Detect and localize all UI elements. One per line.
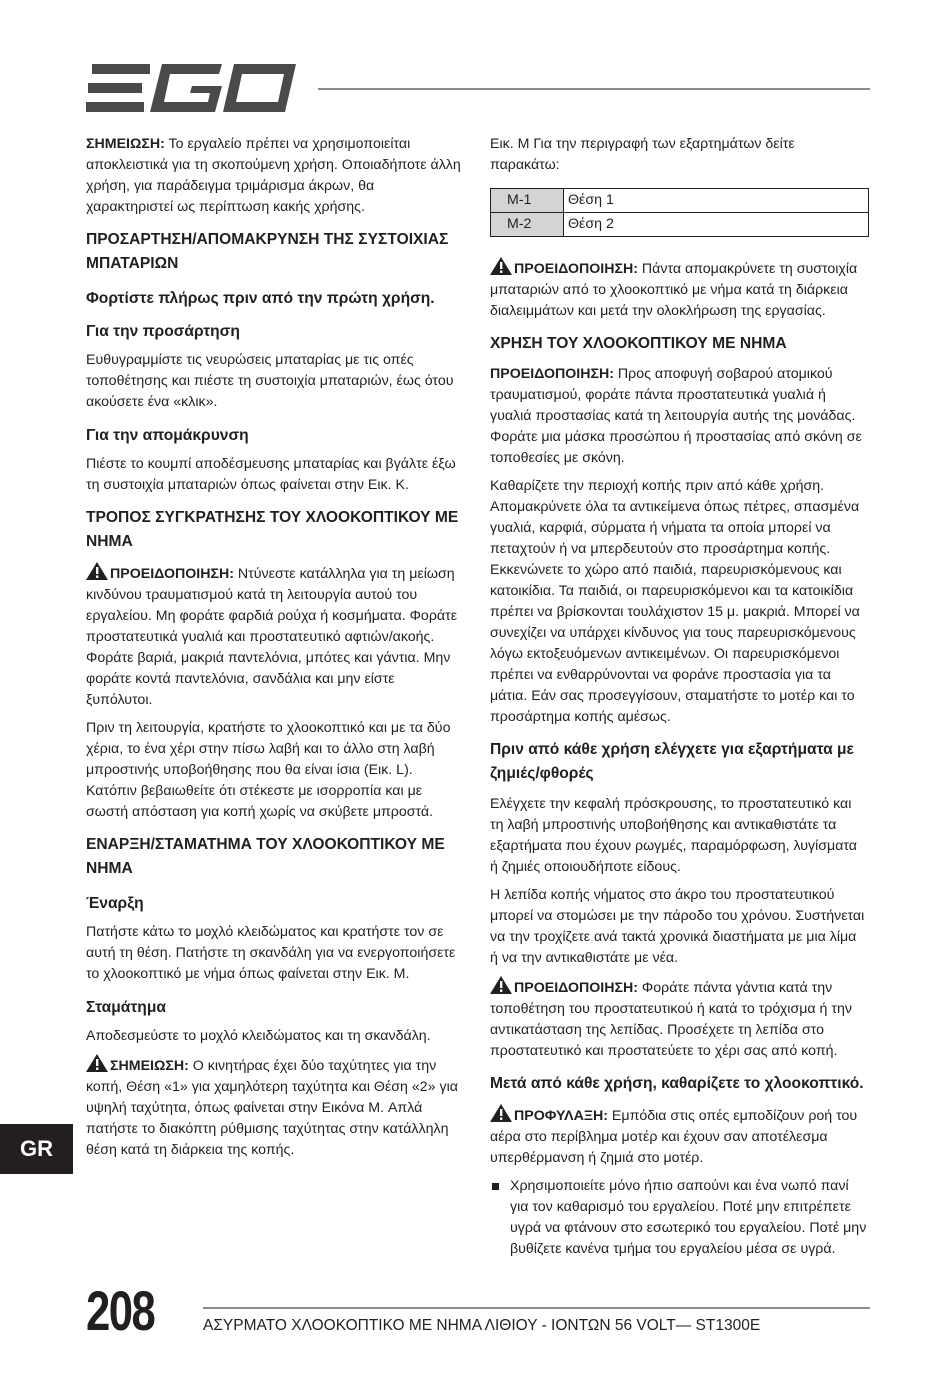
caution-label: ΠΡΟΦΥΛΑΞΗ: bbox=[514, 1108, 608, 1124]
footer-title: ΑΣΥΡΜΑΤΟ ΧΛΟΟΚΟΠΤΙΚΟ ΜΕ ΝΗΜΑ ΛΙΘΙΟΥ - ΙΟΝΤΩΝ 56 VOLT— ST1300E bbox=[203, 1317, 761, 1334]
part-value: Θέση 2 bbox=[564, 213, 869, 237]
warning-icon bbox=[490, 1104, 512, 1122]
footer-rule bbox=[203, 1307, 870, 1309]
warning-paragraph bbox=[490, 364, 868, 469]
list-item-text: Χρησιμοποιείτε μόνο ήπιο σαπούνι και ένα νωπό πανί για τον καθαρισμό του εργαλείου. Ποτέ μην επιτρέπετε υγρά να φτάνουν στο εσωτερικό του εργαλείου. Ποτέ μην βυθίζετε κανένα τμήμα του εργαλείου μέσα σε υγρά. bbox=[510, 1178, 867, 1257]
warning-text: Προς αποφυγή σοβαρού ατομικού τραυματισμού, φοράτε πάντα προστατευτικά γυαλιά ή γυαλιά προστασίας κατά τη λειτουργία αυτής της μονάδας. Φοράτε μια μάσκα προσώπου ή προστασίας από σκόνη σε τοποθεσίες με σκόνη. bbox=[490, 366, 862, 466]
warning-text: Ντύνεστε κατάλληλα για τη μείωση κινδύνου τραυματισμού κατά τη λειτουργία αυτού του εργαλείου. Μη φοράτε φαρδιά ρούχα ή κοσμήματα. Φοράτε προστατευτικά γυαλιά και προστατευτικό αφτιών/ακοής. Φοράτε βαριά, μακριά παντελόνια, μπότες και γάντια. Μην φοράτε κοντά παντελόνια, σανδάλια και μην είστε ξυπόλυτοι. bbox=[86, 566, 458, 708]
parts-table bbox=[490, 188, 869, 237]
caution-paragraph bbox=[490, 1104, 868, 1169]
install-text: Ευθυγραμμίστε τις νευρώσεις μπαταρίας με τις οπές τοποθέτησης και πιέστε τη συστοιχία μπαταριών, έως ότου ακούσετε ένα «κλικ». bbox=[86, 352, 454, 410]
ego-logo bbox=[86, 62, 298, 114]
check-heading: Πριν από κάθε χρήση ελέγχετε για εξαρτήματα με ζημιές/φθορές bbox=[490, 741, 854, 782]
remove-heading: Για την απομάκρυνση bbox=[86, 427, 249, 444]
bullet-square-icon bbox=[492, 1183, 499, 1190]
bullet-list bbox=[490, 1176, 868, 1260]
language-tab: GR bbox=[0, 1124, 73, 1174]
part-value: Θέση 1 bbox=[564, 189, 869, 213]
warning-text: Πάντα απομακρύνετε τη συστοιχία μπαταριών από το χλοοκοπτικό με νήμα κατά τη διάρκεια διαλειμμάτων και μετά την ολοκλήρωση της εργασίας. bbox=[490, 261, 858, 319]
page-number: 208 bbox=[86, 1279, 155, 1342]
table-row bbox=[491, 213, 869, 237]
install-heading: Για την προσάρτηση bbox=[86, 323, 240, 340]
warning-icon bbox=[490, 257, 512, 275]
warning-paragraph bbox=[490, 976, 868, 1062]
table-row bbox=[491, 189, 869, 213]
warning-paragraph bbox=[490, 257, 868, 322]
right-column bbox=[490, 134, 868, 1260]
stop-heading: Σταμάτημα bbox=[86, 999, 166, 1016]
figure-intro: Εικ. M Για την περιγραφή των εξαρτημάτων δείτε παρακάτω: bbox=[490, 136, 795, 173]
after-use-heading: Μετά από κάθε χρήση, καθαρίζετε το χλοοκοπτικό. bbox=[490, 1075, 864, 1092]
caution-text: Εμπόδια στις οπές εμποδίζουν ροή του αέρα στο περίβλημα μοτέρ και έχουν σαν αποτέλεσμα υπερθέρμανση ή ζημιά στο μοτέρ. bbox=[490, 1108, 858, 1166]
warning-icon bbox=[490, 976, 512, 994]
charge-heading: Φορτίστε πλήρως πριν από την πρώτη χρήση. bbox=[86, 290, 435, 307]
note-paragraph bbox=[86, 134, 464, 218]
section-heading-holding: ΤΡΟΠΟΣ ΣΥΓΚΡΑΤΗΣΗΣ ΤΟΥ ΧΛΟΟΚΟΠΤΙΚΟΥ ΜΕ ΝΗΜΑ bbox=[86, 509, 459, 550]
header-rule bbox=[318, 88, 870, 90]
warning-label: ΠΡΟΕΙΔΟΠΟΙΗΣΗ: bbox=[514, 261, 638, 277]
section-heading-battery: ΠΡΟΣΑΡΤΗΣΗ/ΑΠΟΜΑΚΡΥΝΣΗ ΤΗΣ ΣΥΣΤΟΙΧΙΑΣ ΜΠΑΤΑΡΙΩΝ bbox=[86, 231, 449, 272]
check-text: Ελέγχετε την κεφαλή πρόσκρουσης, το προστατευτικό και τη λαβή μπροστινής υποβοήθησης και αντικαθιστάτε τα εξαρτήματα που έχουν ρωγμές, παραμόρφωση, λυγίσματα ή ζημιές οποιουδήποτε είδους. bbox=[490, 796, 858, 875]
note-label: ΣΗΜΕΙΩΣΗ: bbox=[110, 1058, 189, 1074]
part-key: M-1 bbox=[491, 189, 564, 213]
list-item bbox=[490, 1176, 868, 1260]
note-text: Το εργαλείο πρέπει να χρησιμοποιείται αποκλειστικά για τη σκοπούμενη χρήση. Οποιαδήποτε άλλη χρήση, για παράδειγμα τριμάρισμα άκρων, θα χαρακτηριστεί ως περίπτωση κακής χρήσης. bbox=[86, 136, 461, 215]
section-heading-use: ΧΡΗΣΗ ΤΟΥ ΧΛΟΟΚΟΠΤΙΚΟΥ ΜΕ ΝΗΜΑ bbox=[490, 335, 787, 352]
warning-text: Φοράτε πάντα γάντια κατά την τοποθέτηση του προστατευτικού ή κατά το τρόχισμα ή την αντικατάσταση της λεπίδας. Προσέχετε τη λεπίδα στο προστατευτικό και προστατεύετε το χέρι σας από κοπή. bbox=[490, 980, 852, 1059]
start-text: Πατήστε κάτω το μοχλό κλειδώματος και κρατήστε τον σε αυτή τη θέση. Πατήστε τη σκανδάλη για να ενεργοποιήσετε το χλοοκοπτικό με νήμα όπως φαίνεται στην Εικ. M. bbox=[86, 924, 456, 982]
clean-area-text: Καθαρίζετε την περιοχή κοπής πριν από κάθε χρήση. Απομακρύνετε όλα τα αντικείμενα όπως πέτρες, σπασμένα γυαλιά, καρφιά, σύρματα ή νήματα τα οποία μπορεί να πεταχτούν ή να μπερδευτούν στο προσάρτημα κοπής. Εκκενώνετε το χώρο από παιδιά, παρευρισκόμενους και κατοικίδια. Τα παιδιά, οι παρευρισκόμενοι και τα κατοικίδια πρέπει να βρίσκονται τουλάχιστον 15 μ. μακριά. Μπορεί να συνεχίζει να υπάρχει κίνδυνος για τους παρευρισκόμενους λόγω εκτοξευόμενων αντικειμένων. Οι παρευρισκόμενοι πρέπει να ενθαρρύνονται να φοράνε προστασία για τα μάτια. Εάν σας προσεγγίσουν, σταματήστε το μοτέρ και το προσάρτημα κοπής αμέσως. bbox=[490, 478, 860, 725]
warning-icon bbox=[86, 1054, 108, 1072]
note-text: Ο κινητήρας έχει δύο ταχύτητες για την κοπή, Θέση «1» για χαμηλότερη ταχύτητα και Θέση «2» για υψηλή ταχύτητα, όπως φαίνεται στην Εικόνα M. Απλά πατήστε το διακόπτη ρύθμισης ταχύτητας στην κατάλληλη θέση κατά τη διάρκεια της κοπής. bbox=[86, 1058, 458, 1158]
hold-text: Πριν τη λειτουργία, κρατήστε το χλοοκοπτικό και με τα δύο χέρια, το ένα χέρι στην πίσω λαβή και το άλλο στη λαβή μπροστινής υποβοήθησης που θα είναι ίσια (Εικ. L). Κατόπιν βεβαιωθείτε ότι στέκεστε με ισορροπία και με σωστή απόσταση για κοπή χωρίς να σκύβετε μπροστά. bbox=[86, 720, 451, 820]
warning-paragraph bbox=[86, 562, 464, 711]
warning-icon bbox=[86, 562, 108, 580]
warning-label: ΠΡΟΕΙΔΟΠΟΙΗΣΗ: bbox=[110, 566, 234, 582]
note-label: ΣΗΜΕΙΩΣΗ: bbox=[86, 136, 165, 152]
left-column bbox=[86, 134, 464, 1168]
stop-text: Αποδεσμεύστε το μοχλό κλειδώματος και τη σκανδάλη. bbox=[86, 1028, 431, 1044]
warning-label: ΠΡΟΕΙΔΟΠΟΙΗΣΗ: bbox=[490, 366, 614, 382]
part-key: M-2 bbox=[491, 213, 564, 237]
remove-text: Πιέστε το κουμπί αποδέσμευσης μπαταρίας και βγάλτε έξω τη συστοιχία μπαταριών όπως φαίνεται στην Εικ. Κ. bbox=[86, 456, 456, 493]
warning-label: ΠΡΟΕΙΔΟΠΟΙΗΣΗ: bbox=[514, 980, 638, 996]
blade-text: Η λεπίδα κοπής νήματος στο άκρο του προστατευτικού μπορεί να στομώσει με την πάροδο του χρόνου. Συστήνεται να την τροχίζετε ανά τακτά χρονικά διαστήματα με μια λίμα ή να την αντικαθιστάτε με νέα. bbox=[490, 887, 865, 966]
start-heading: Έναρξη bbox=[86, 895, 144, 912]
note-paragraph bbox=[86, 1054, 464, 1161]
section-heading-start-stop: ΕΝΑΡΞΗ/ΣΤΑΜΑΤΗΜΑ ΤΟΥ ΧΛΟΟΚΟΠΤΙΚΟΥ ΜΕ ΝΗΜΑ bbox=[86, 836, 445, 877]
